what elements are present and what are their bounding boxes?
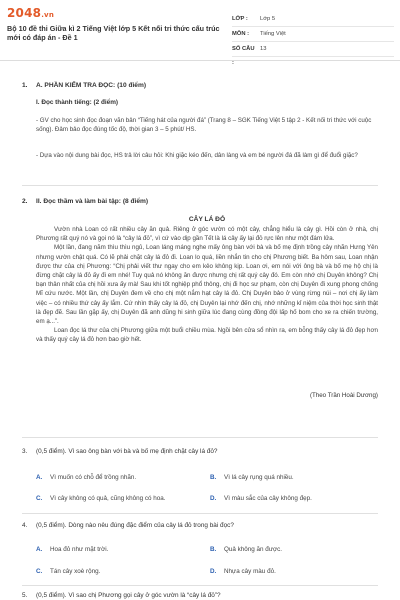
option-key: B. — [210, 474, 217, 481]
meta-key: MÔN : — [232, 31, 250, 37]
divider — [22, 437, 378, 438]
logo-main: 2048 — [7, 6, 42, 20]
story-text — [36, 225, 378, 345]
question-number: 4. — [22, 522, 28, 529]
divider — [22, 513, 378, 514]
meta-table — [232, 12, 394, 66]
story-paragraph: Vườn nhà Loan có rất nhiều cây ăn quả. Riêng ở góc vườn có một cây, chẳng hiểu là cây gì. Hồi còn ở nhà, chị Phương rất quý nó và gọi nó là “cây lá đỏ”, vì cứ vào dịp gần Tết là lá cây ấy lại đỏ rực lên như một đám lửa. — [36, 226, 378, 243]
meta-value: Lớp 5 — [260, 16, 276, 22]
story-paragraph: Loan đọc lá thư của chị Phương giữa một buổi chiều mùa. Ngồi bên cửa sổ nhìn ra, em bỗng thấy cây lá đỏ đẹp hơn và thấy quý cây lá đỏ hơn bao giờ hết. — [36, 327, 378, 344]
answer-option-b[interactable] — [210, 545, 282, 554]
answer-option-c[interactable] — [36, 567, 100, 576]
meta-key: SỐ CÂU : — [232, 46, 255, 66]
meta-value: 13 — [260, 46, 267, 52]
meta-row-subject — [232, 27, 394, 42]
divider — [22, 585, 378, 586]
option-key: D. — [210, 495, 217, 502]
option-key: A. — [36, 546, 43, 553]
document-title: Bộ 10 đề thi Giữa kì 2 Tiếng Việt lớp 5 Kết nối tri thức cấu trúc mới có đáp án - Đề 1 — [7, 24, 220, 43]
option-text: Quả không ăn được. — [224, 546, 283, 553]
question-5 — [22, 591, 221, 600]
answer-option-b[interactable] — [210, 473, 294, 482]
section-number: 1. — [22, 82, 28, 89]
option-text: Tán cây xoè rộng. — [50, 568, 101, 575]
option-text: Nhựa cây màu đỏ. — [224, 568, 276, 575]
question-text: (0,5 điểm). Vì sao chị Phương gọi cây ở góc vườn là “cây lá đỏ”? — [36, 592, 221, 599]
meta-value: Tiếng Việt — [260, 31, 286, 37]
option-text: Vì lá cây rụng quá nhiều. — [224, 474, 294, 481]
meta-row-question-count — [232, 42, 394, 66]
header — [0, 0, 400, 66]
section-title: II. Đọc thầm và làm bài tập: (8 điểm) — [36, 198, 149, 205]
question-4 — [22, 521, 234, 530]
section-1-heading — [22, 81, 146, 90]
section-title: A. PHẦN KIỂM TRA ĐỌC: (10 điểm) — [36, 82, 147, 89]
option-key: C. — [36, 495, 43, 502]
instruction-paragraph: - GV cho học sinh đọc đoạn văn bản “Tiếng hát của người đá” (Trang 8 – SGK Tiếng Việt 5 tập 2 - Kết nối tri thức với cuộc sống). Đảm bảo đọc đúng tốc độ, thời gian 3 – 5 phút/ HS. — [36, 117, 372, 134]
story-author: (Theo Trần Hoài Dương) — [309, 392, 378, 399]
question-number: 5. — [22, 592, 28, 599]
answer-option-c[interactable] — [36, 494, 166, 503]
section-2-heading — [22, 197, 148, 206]
site-logo[interactable] — [7, 6, 54, 20]
section-number: 2. — [22, 198, 28, 205]
story-paragraph: Một lần, đang năm thìu thìu ngủ, Loan láng máng nghe mấy ông bàn với bà và bố mẹ định trồng cây nhãn Hưng Yên nhưng vườn chật quá. Có lẽ phải chặt cây lá đỏ đi. Loan lo quá, liền nhắn tin cho chị Phương biết. Ba hôm sau, Loan nhận được thư của chị Phương: “Chị phải viết thư ngay cho em kẻo không kịp. Loan ơi, em nói với ông bà và bố mẹ hộ chị là đừng chặt cây lá đỏ ấy đi em nhé! Tuy quả nó không ăn được nhưng chị rất quý cây đó. Em còn nhớ chị Duyên không? Chị bạn thân nhất của chị hồi xưa ấy mà! Sau khi tốt nghiệp phổ thông, chị đi học sư phạm, còn chị Duyên đi xung phong chống Mĩ cứu nước. Một lần, chị Duyên đem về cho chị một nắm hạt cây lá đỏ. Chị Duyên bảo ở vùng rừng núi – nơi chị ấy làm việc – có nhiều thứ cây ấy lắm. Cứ nhìn thấy cây lá đỏ, chị Duyên lại nhớ đến chị, nhớ những kỉ niệm của thời học sinh thật là đẹp đẽ. Sau lần gặp ấy, chị Duyên đã anh dũng hi sinh giữa lúc đang cùng đồng đội lấp hố bom cho xe ra chiến trường, em ạ...”. — [36, 244, 378, 326]
question-number: 3. — [22, 448, 28, 455]
option-key: A. — [36, 474, 43, 481]
divider — [22, 185, 378, 186]
instruction-paragraph: - Dựa vào nội dung bài đọc, HS trả lời câu hỏi: Khi giặc kéo đến, dân làng và em bé người đá đã làm gì để đuổi giặc? — [36, 152, 358, 159]
question-text: (0,5 điểm). Vì sao ông bàn với bà và bố mẹ định chặt cây lá đỏ? — [36, 448, 218, 455]
meta-row-class — [232, 12, 394, 27]
logo-suffix: .vn — [41, 11, 55, 19]
answer-option-d[interactable] — [210, 494, 312, 503]
answer-option-a[interactable] — [36, 473, 136, 482]
option-key: D. — [210, 568, 217, 575]
meta-key: LỚP : — [232, 16, 248, 22]
answer-option-d[interactable] — [210, 567, 276, 576]
question-text: (0,5 điểm). Dòng nào nêu đúng đặc điểm của cây lá đỏ trong bài đọc? — [36, 522, 234, 529]
subsection-title: I. Đọc thành tiếng: (2 điểm) — [36, 99, 119, 106]
option-key: C. — [36, 568, 43, 575]
question-3 — [22, 447, 217, 456]
option-text: Vì muốn có chỗ để trồng nhãn. — [50, 474, 137, 481]
story-title: CÂY LÁ ĐỎ — [188, 216, 226, 223]
option-key: B. — [210, 546, 217, 553]
option-text: Hoa đỏ như mặt trời. — [50, 546, 109, 553]
answer-option-a[interactable] — [36, 545, 108, 554]
option-text: Vì màu sắc của cây không đẹp. — [224, 495, 312, 502]
option-text: Vì cây không có quả, cũng không có hoa. — [50, 495, 166, 502]
